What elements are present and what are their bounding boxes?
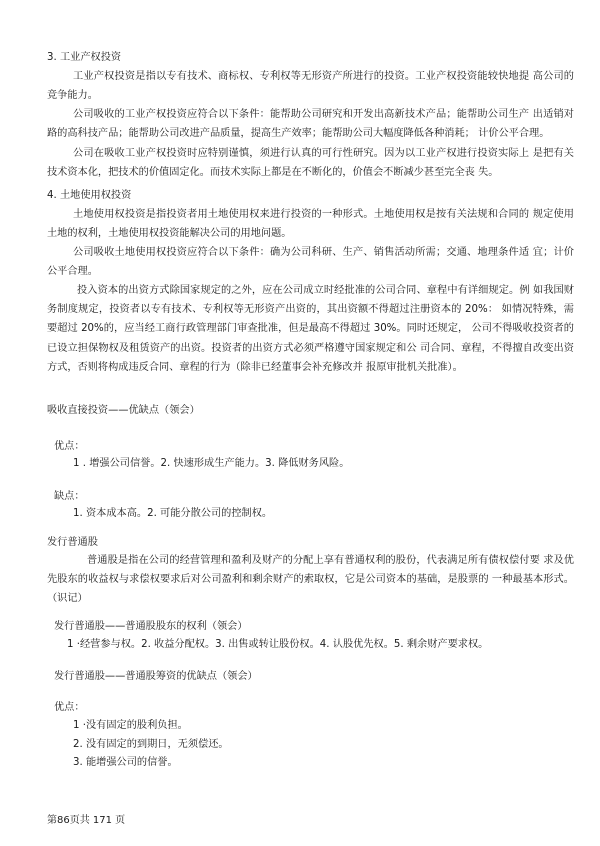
section-4-paragraph-1: 土地使用权投资是指投资者用土地使用权来进行投资的一种形式。土地使用权是按有关法规和合同的 规定使用土地的权利，土地使用权投资能解决公司的用地问题。 — [47, 209, 574, 240]
section-4-paragraph-2: 公司吸收土地使用权投资应符合以下条件：确为公司科研、生产、销售活动所需；交通、地理条件适 宜；计价公平合理。 — [47, 247, 574, 278]
common-stock-definition: 普通股是指在公司的经营管理和盈利及财产的分配上享有普通权利的股份，代表满足所有债权偿付要 求及优先股东的收益权与求偿权要求后对公司盈利和剩余财产的索取权，它是公司资本的基础，是股票的 一种最基本形式。（识记） — [47, 555, 574, 605]
stock-financing-pros-label: 优点： — [54, 702, 85, 713]
section-3-paragraph-2: 公司吸收的工业产权投资应符合以下条件：能帮助公司研究和开发出高新技术产品；能帮助公司生产 出适销对路的高科技产品；能帮助公司改进产品质量，提高生产效率；能帮助公司大幅度降低各种消耗； 计价公平合理。 — [47, 109, 574, 140]
page-number-footer: 第86页共 171 页 — [47, 815, 126, 826]
common-stock-heading: 发行普通股 — [47, 537, 98, 548]
stockholder-rights-text: 1 ·经营参与权。2. 收益分配权。3. 出售或转让股份权。4. 认股优先权。5. 剩余财产要求权。 — [67, 639, 489, 650]
stock-financing-pros-item-3: 3. 能增强公司的信誉。 — [73, 757, 178, 768]
stock-financing-pros-item-2: 2. 没有固定的到期日，无须偿还。 — [73, 739, 229, 750]
direct-investment-heading: 吸收直接投资——优缺点（领会） — [47, 405, 200, 416]
direct-investment-cons-label: 缺点： — [54, 491, 85, 502]
direct-investment-pros-text: 1 . 增强公司信誉。2. 快速形成生产能力。3. 降低财务风险。 — [73, 458, 350, 469]
section-3-paragraph-3: 公司在吸收工业产权投资时应特别谨慎，须进行认真的可行性研究。因为以工业产权进行投资实际上 是把有关技术资本化，把技术的价值固定化。而技术实际上都是在不断化的，价值会不断减少甚至完全丧 失。 — [47, 148, 574, 179]
stock-financing-pros-item-1: 1 ·没有固定的股利负担。 — [73, 720, 188, 731]
stockholder-rights-heading: 发行普通股——普通股股东的权利（领会） — [54, 621, 248, 632]
section-4-heading: 4. 土地使用权投资 — [47, 190, 132, 201]
direct-investment-cons-text: 1. 资本成本高。2. 可能分散公司的控制权。 — [73, 508, 273, 519]
direct-investment-pros-label: 优点： — [54, 441, 85, 452]
stock-financing-heading: 发行普通股——普通股筹资的优缺点（领会） — [54, 671, 258, 682]
section-4-paragraph-3: 投入资本的出资方式除国家规定的之外，应在公司成立时经批准的公司合同、章程中有详细规定。例 如我国财务制度规定，投资者以专有技术、专利权等无形资产出资的，其出资额不得超过注册资本的 20%： 如情况特殊，需要超过 20%的，应当经工商行政管理部门审查批准，但是最高不得超过 30%。同时还规定， 公司不得吸收投资者的已设立担保物权及租赁资产的出资。投资者的出资方式必须严格遵守国家规定和公 司合同、章程，不得擅自改变出资方式，否则将构成违反合同、章程的行为（除非已经董事会补充修改并 报原审批机关批准）。 — [47, 285, 574, 373]
section-3-paragraph-1: 工业产权投资是指以专有技术、商标权、专利权等无形资产所进行的投资。工业产权投资能较快地提 高公司的竞争能力。 — [47, 71, 574, 102]
section-3-heading: 3. 工业产权投资 — [47, 52, 122, 63]
